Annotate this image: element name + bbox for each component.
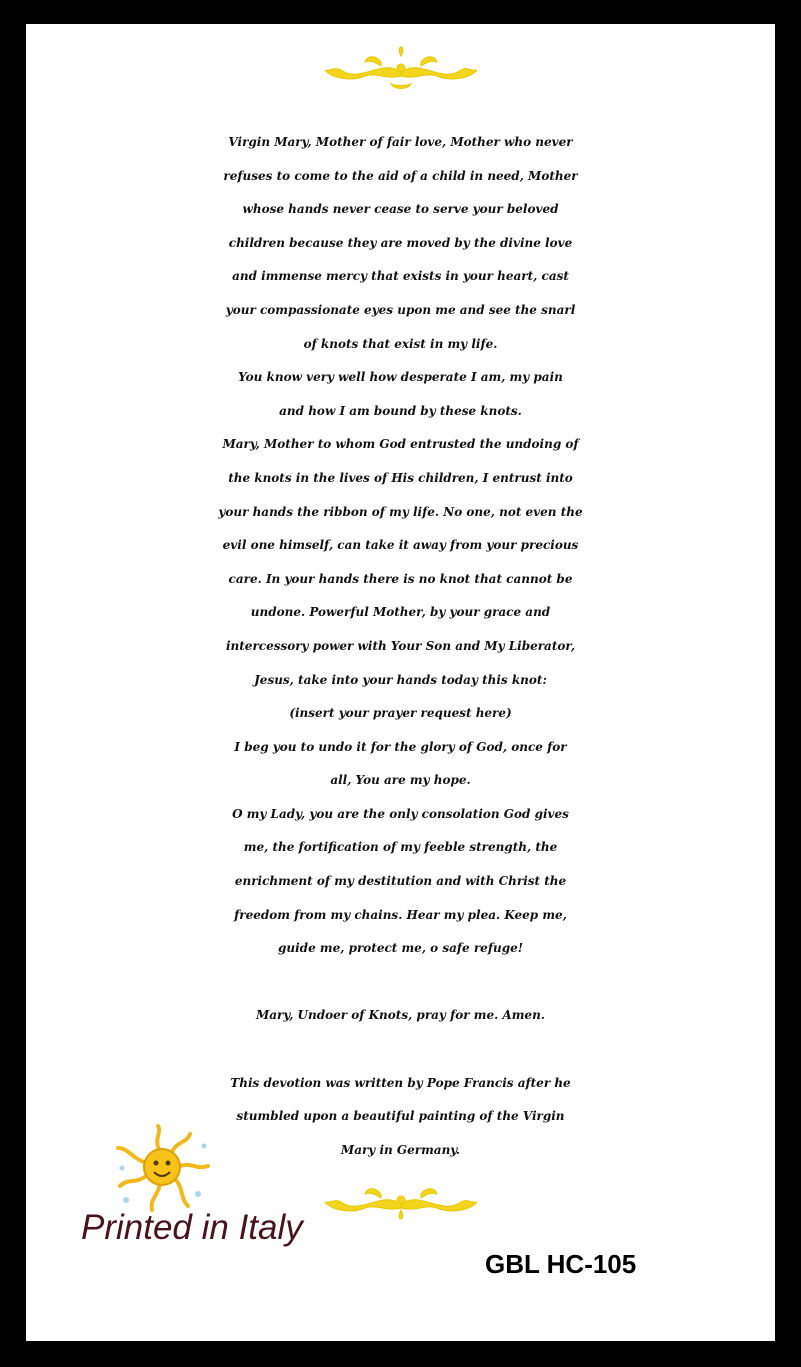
prayer-line: and immense mercy that exists in your heart, cast (232, 269, 569, 284)
prayer-line: This devotion was written by Pope Francis after he (230, 1075, 571, 1090)
bottom-flourish-icon (321, 1176, 481, 1236)
prayer-line: freedom from my chains. Hear my plea. Keep me, (234, 907, 567, 922)
prayer-line: undone. Powerful Mother, by your grace and (250, 605, 551, 620)
prayer-line: evil one himself, can take it away from your precious (222, 538, 579, 553)
blank-line (26, 966, 775, 1000)
prayer-line: children because they are moved by the divine love (228, 235, 573, 250)
prayer-line: enrichment of my destitution and with Christ the (234, 874, 567, 889)
printed-in-label: Printed in Italy (81, 1208, 303, 1247)
prayer-line: your compassionate eyes upon me and see the snarl (225, 302, 576, 317)
prayer-line: Virgin Mary, Mother of fair love, Mother who never (228, 135, 573, 149)
product-code: GBL HC-105 (485, 1249, 637, 1279)
prayer-line: O my Lady, you are the only consolation God gives (232, 806, 569, 821)
prayer-line: me, the fortification of my feeble strength, the (243, 840, 558, 855)
prayer-line: Mary, Undoer of Knots, pray for me. Amen. (256, 1008, 545, 1023)
blank-line (26, 1033, 775, 1067)
prayer-text (26, 126, 775, 1167)
prayer-line: (insert your prayer request here) (289, 706, 512, 721)
top-flourish-icon (321, 40, 481, 100)
prayer-line: and how I am bound by these knots. (279, 403, 522, 418)
prayer-line: of knots that exist in my life. (303, 336, 498, 351)
prayer-line: Jesus, take into your hands today this knot: (254, 672, 547, 687)
prayer-line: Mary in Germany. (340, 1142, 461, 1157)
prayer-line: the knots in the lives of His children, I entrust into (228, 470, 573, 485)
prayer-card (26, 24, 775, 1341)
prayer-line: You know very well how desperate I am, my pain (238, 370, 563, 385)
prayer-line: whose hands never cease to serve your beloved (242, 202, 559, 217)
prayer-line: all, You are my hope. (330, 773, 471, 788)
prayer-line: stumbled upon a beautiful painting of the Virgin (236, 1109, 565, 1124)
prayer-line: I beg you to undo it for the glory of God, once for (234, 739, 567, 754)
prayer-line: guide me, protect me, o safe refuge! (278, 941, 523, 956)
prayer-line: care. In your hands there is no knot that cannot be (228, 571, 573, 586)
smiling-sun-icon (114, 1124, 214, 1214)
prayer-line: Mary, Mother to whom God entrusted the undoing of (222, 437, 579, 452)
prayer-line: refuses to come to the aid of a child in need, Mother (223, 168, 578, 183)
prayer-line: intercessory power with Your Son and My Liberator, (225, 638, 576, 653)
prayer-line: your hands the ribbon of my life. No one, not even the (218, 504, 583, 519)
